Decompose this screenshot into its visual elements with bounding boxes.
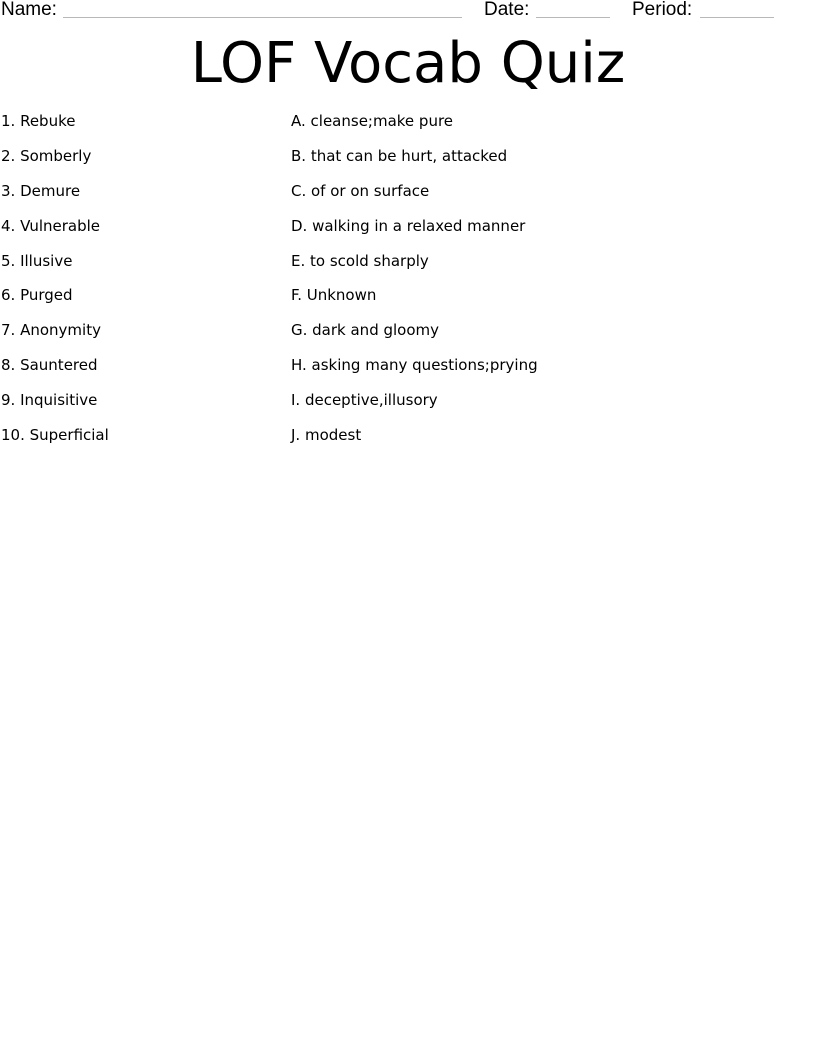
definition-option: I. deceptive,illusory	[291, 391, 438, 410]
quiz-row	[0, 425, 816, 460]
vocab-term: 5. Illusive	[1, 251, 73, 270]
definition-option: H. asking many questions;prying	[291, 356, 538, 375]
quiz-row	[0, 285, 816, 320]
quiz-row	[0, 181, 816, 216]
definition-option: E. to scold sharply	[291, 251, 429, 270]
vocab-term: 3. Demure	[1, 181, 81, 200]
matching-quiz	[0, 111, 816, 460]
definition-option: C. of or on surface	[291, 181, 430, 200]
definition-option: G. dark and gloomy	[291, 321, 440, 340]
name-label: Name:	[1, 0, 57, 20]
quiz-row	[0, 320, 816, 355]
quiz-row	[0, 216, 816, 251]
date-blank-line[interactable]	[536, 17, 610, 18]
vocab-term: 9. Inquisitive	[1, 391, 98, 410]
period-blank-line[interactable]	[700, 17, 774, 18]
definition-option: D. walking in a relaxed manner	[291, 216, 526, 235]
definition-option: F. Unknown	[291, 286, 377, 305]
vocab-term: 7. Anonymity	[1, 321, 101, 340]
vocab-term: 2. Somberly	[1, 146, 92, 165]
vocab-term: 6. Purged	[1, 286, 73, 305]
definition-option: A. cleanse;make pure	[291, 112, 454, 130]
definition-option: B. that can be hurt, attacked	[291, 146, 508, 165]
page-title: LOF Vocab Quiz	[190, 31, 626, 96]
period-label: Period:	[632, 0, 693, 20]
quiz-row	[0, 251, 816, 286]
definition-option: J. modest	[291, 426, 362, 445]
quiz-row	[0, 111, 816, 146]
quiz-row	[0, 355, 816, 390]
name-blank-line[interactable]	[63, 17, 462, 18]
date-label: Date:	[484, 0, 530, 20]
vocab-term: 8. Sauntered	[1, 356, 98, 375]
quiz-row	[0, 146, 816, 181]
quiz-row	[0, 390, 816, 425]
vocab-term: 4. Vulnerable	[1, 216, 101, 235]
vocab-term: 10. Superficial	[1, 426, 109, 445]
vocab-term: 1. Rebuke	[1, 112, 76, 130]
